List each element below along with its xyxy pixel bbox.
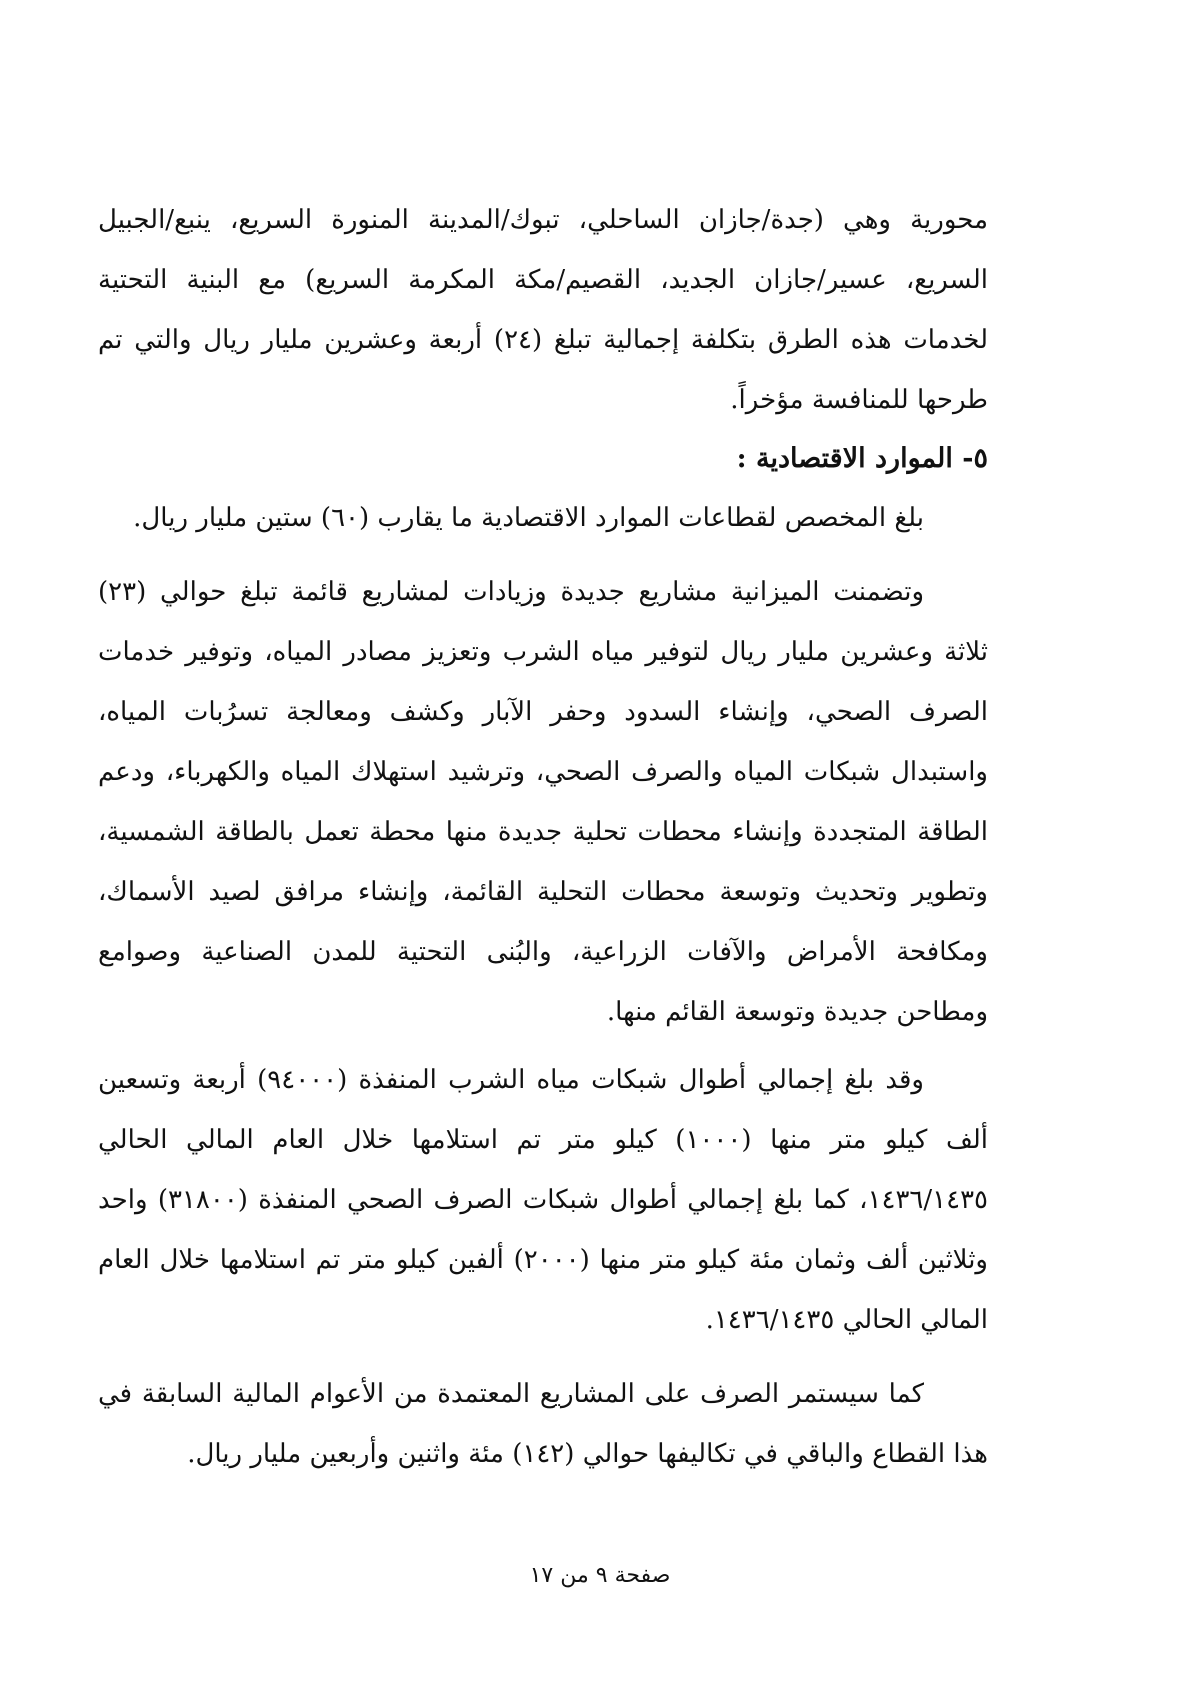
- document-body: [98, 190, 988, 1484]
- economic-allocation-paragraph: بلغ المخصص لقطاعات الموارد الاقتصادية ما يقارب (٦٠) ستين مليار ريال.: [133, 503, 924, 533]
- network-lengths-paragraph: وقد بلغ إجمالي أطوال شبكات مياه الشرب المنفذة (٩٤٠٠٠) أربعة وتسعين ألف كيلو متر منها (١٠٠٠) كيلو متر تم استلامها خلال العام المالي الحالي ١٤٣٦/١٤٣٥، كما بلغ إجمالي أطوال شبكات الصرف الصحي المنفذة (٣١٨٠٠) واحد وثلاثين ألف وثمان مئة كيلو متر منها (٢٠٠٠) ألفين كيلو متر تم استلامها خلال العام المالي الحالي ١٤٣٦/١٤٣٥.: [98, 1065, 989, 1335]
- prior-years-paragraph: كما سيستمر الصرف على المشاريع المعتمدة من الأعوام المالية السابقة في هذا القطاع والباقي في تكاليفها حوالي (١٤٢) مئة واثنين وأربعين مليار ريال.: [98, 1379, 988, 1469]
- roads-continuation-paragraph: محورية وهي (جدة/جازان الساحلي، تبوك/المدينة المنورة السريع، ينبع/الجبيل السريع، عسير/جازان الجديد، القصيم/مكة المكرمة السريع) مع البنية التحتية لخدمات هذه الطرق بتكلفة إجمالية تبلغ (٢٤) أربعة وعشرين مليار ريال والتي تم طرحها للمنافسة مؤخراً.: [98, 205, 988, 415]
- economic-resources-heading: ٥- الموارد الاقتصادية :: [736, 443, 988, 474]
- water-projects-paragraph: وتضمنت الميزانية مشاريع جديدة وزيادات لمشاريع قائمة تبلغ حوالي (٢٣) ثلاثة وعشرين مليار ريال لتوفير مياه الشرب وتعزيز مصادر المياه، وتوفير خدمات الصرف الصحي، وإنشاء السدود وحفر الآبار وكشف ومعالجة تسرُبات المياه، واستبدال شبكات المياه والصرف الصحي، وترشيد استهلاك المياه والكهرباء، ودعم الطاقة المتجددة وإنشاء محطات تحلية جديدة منها محطة تعمل بالطاقة الشمسية، وتطوير وتحديث وتوسعة محطات التحلية القائمة، وإنشاء مرافق لصيد الأسماك، ومكافحة الأمراض والآفات الزراعية، والبُنى التحتية للمدن الصناعية وصوامع ومطاحن جديدة وتوسعة القائم منها.: [98, 577, 988, 1027]
- page-number: صفحة ٩ من ١٧: [529, 1563, 671, 1588]
